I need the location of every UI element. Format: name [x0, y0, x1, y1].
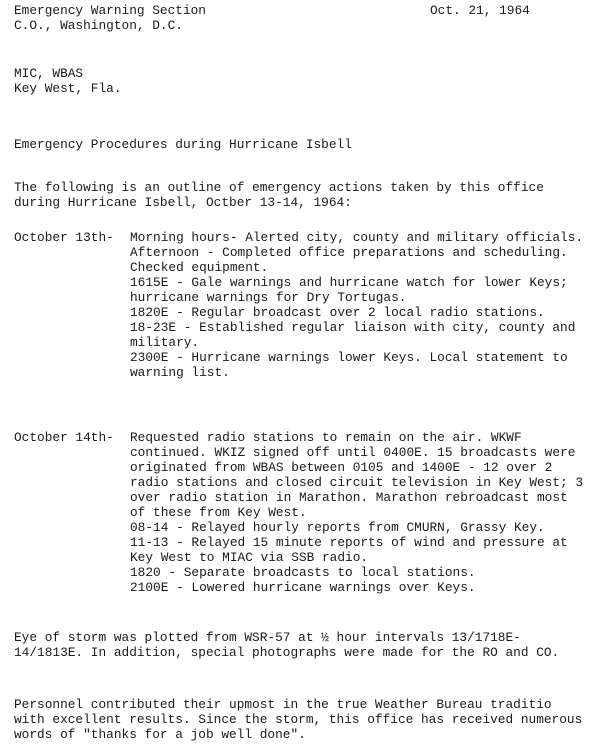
personnel-paragraph: Personnel contributed their upmost in the true Weather Bureau traditio with excellent results. Since the storm, this office has received numerous words of "thanks for a job well done".: [14, 697, 583, 742]
log-entry: 11-13 - Relayed 15 minute reports of wind and pressure at Key West to MIAC via SSB radio.: [130, 535, 568, 565]
addressee-line-2: Key West, Fla.: [14, 81, 122, 96]
section-label: October 13th-: [14, 230, 114, 245]
section-entries: [130, 230, 589, 380]
log-entry: 2300E - Hurricane warnings lower Keys. Local statement to warning list.: [130, 350, 568, 380]
log-entry: Morning hours- Alerted city, county and military officials.: [130, 230, 584, 245]
log-entry: 1615E - Gale warnings and hurricane watch for lower Keys; hurricane warnings for Dry Tortugas.: [130, 275, 568, 305]
log-entry: 18-23E - Established regular liaison with city, county and military.: [130, 320, 576, 350]
log-entry: 1820 - Separate broadcasts to local stations.: [130, 565, 476, 580]
memo-date: Oct. 21, 1964: [430, 3, 530, 18]
log-entry: Requested radio stations to remain on the air. WKWF continued. WKIZ signed off until 0400E. 15 broadcasts were originated from WBAS between 0105 and 1400E - 12 over 2 radio stations and closed circuit television in Key West; 3 over radio station in Marathon. Marathon rebroadcast most of these from Key West.: [130, 430, 584, 520]
log-entry: 2100E - Lowered hurricane warnings over Keys.: [130, 580, 476, 595]
memo-subject: Emergency Procedures during Hurricane Isbell: [14, 137, 352, 152]
section-entries: [130, 430, 589, 595]
log-entry: 08-14 - Relayed hourly reports from CMURN, Grassy Key.: [130, 520, 545, 535]
org-line-1: Emergency Warning Section: [14, 3, 206, 18]
intro-paragraph: The following is an outline of emergency actions taken by this office during Hurricane Isbell, Octber 13-14, 1964:: [14, 180, 544, 210]
section-label: October 14th-: [14, 430, 114, 445]
log-entry: Afternoon - Completed office preparations and scheduling. Checked equipment.: [130, 245, 568, 275]
org-line-2: C.O., Washington, D.C.: [14, 18, 183, 33]
addressee-line-1: MIC, WBAS: [14, 66, 84, 81]
log-entry: 1820E - Regular broadcast over 2 local radio stations.: [130, 305, 545, 320]
eye-of-storm-paragraph: Eye of storm was plotted from WSR-57 at ½ hour intervals 13/1718E-14/1813E. In addition, special photographs were made for the RO and CO.: [14, 630, 560, 660]
